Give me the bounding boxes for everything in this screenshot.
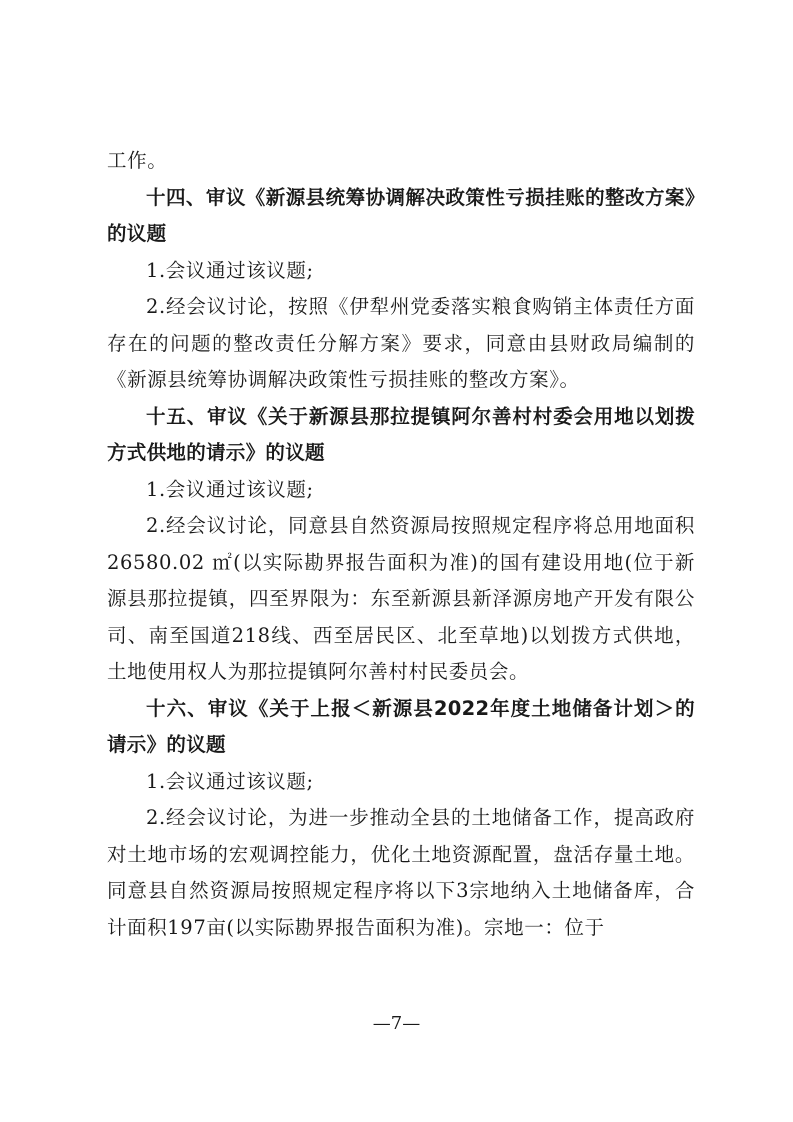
section-heading-14: 十四、审议《新源县统筹协调解决政策性亏损挂账的整改方案》的议题 (107, 185, 695, 245)
page-number: —7— (372, 1013, 421, 1034)
section-16-item-1: 1.会议通过该议题; (146, 769, 314, 793)
section-14-item-1: 1.会议通过该议题; (146, 258, 314, 282)
section-15-item-2: 2.经会议讨论，同意县自然资源局按照规定程序将总用地面积 26580.02 ㎡(以实际勘界报告面积为准)的国有建设用地(位于新源县那拉提镇，四至界限为：东至新源县新泽源房地产开发有限公司、南至国道218线、西至居民区、北至草地)以划拨方式供地，土地使用权人为那拉提镇阿尔善村村民委员会。 (107, 514, 695, 683)
paragraph-continuation: 工作。 (107, 149, 168, 172)
section-heading-15: 十五、审议《关于新源县那拉提镇阿尔善村村委会用地以划拨方式供地的请示》的议题 (107, 404, 695, 464)
section-16-item-2: 2.经会议讨论，为进一步推动全县的土地储备工作，提高政府对土地市场的宏观调控能力，优化土地资源配置，盘活存量土地。同意县自然资源局按照规定程序将以下3宗地纳入土地储备库，合计面积197亩(以实际勘界报告面积为准)。宗地一：位于 (107, 806, 695, 939)
section-15-item-1: 1.会议通过该议题; (146, 477, 314, 501)
section-14-item-2: 2.经会议讨论，按照《伊犁州党委落实粮食购销主体责任方面存在的问题的整改责任分解方案》要求，同意由县财政局编制的《新源县统筹协调解决政策性亏损挂账的整改方案》。 (107, 295, 695, 391)
document-body (107, 143, 695, 946)
section-heading-16: 十六、审议《关于上报＜新源县2022年度土地储备计划＞的请示》的议题 (107, 696, 695, 756)
